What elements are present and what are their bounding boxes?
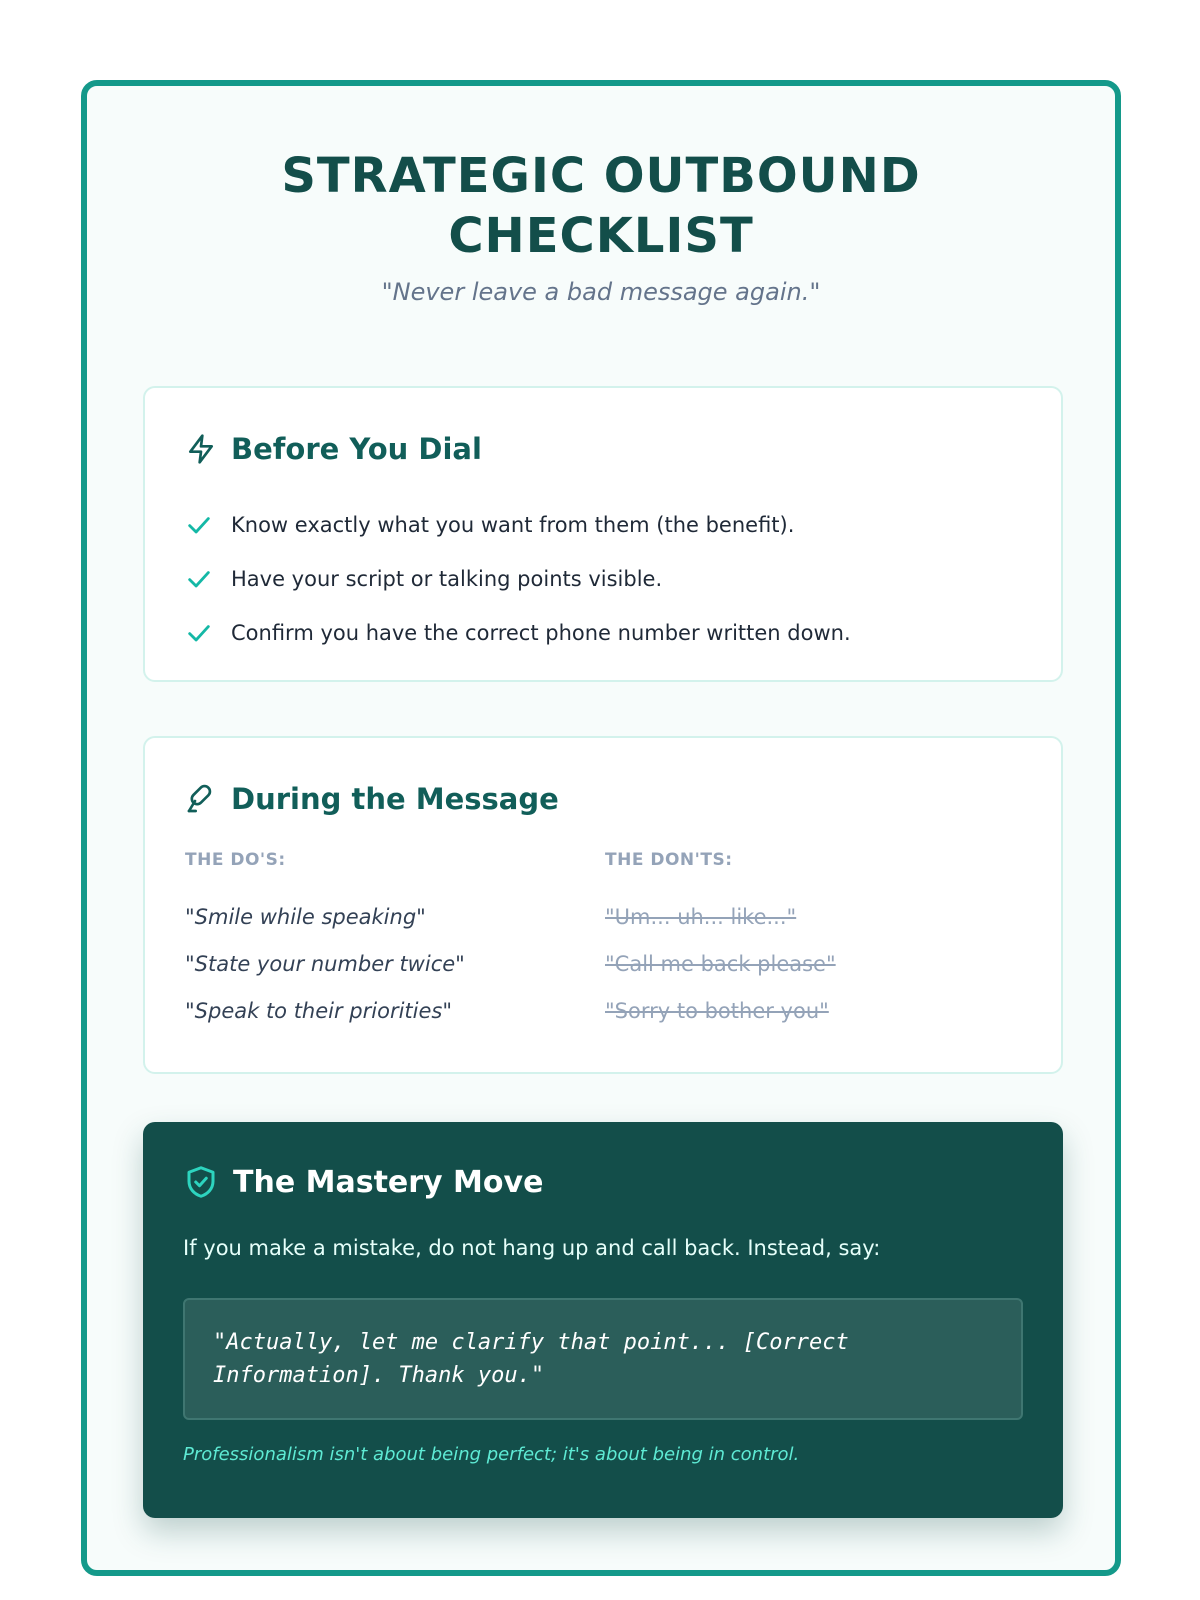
do-item: "Smile while speaking": [185, 905, 426, 929]
list-item: [185, 606, 851, 660]
donts-column: [605, 850, 1025, 1035]
dont-item: "Call me back please": [605, 952, 836, 976]
during-message-heading: [185, 782, 559, 816]
mastery-move-panel: [143, 1122, 1063, 1518]
checkmark-icon: [185, 511, 213, 539]
dont-item: "Um... uh... like...": [605, 905, 797, 929]
list-item-text: Have your script or talking points visible.: [231, 567, 663, 591]
list-item-text: Know exactly what you want from them (the benefit).: [231, 513, 795, 537]
page-subtitle: "Never leave a bad message again.": [381, 278, 821, 306]
mastery-intro-text: If you make a mistake, do not hang up and call back. Instead, say:: [183, 1236, 881, 1260]
list-item: [185, 498, 851, 552]
do-item: "Speak to their priorities": [185, 999, 453, 1023]
during-message-title: During the Message: [231, 782, 559, 816]
shield-check-icon: [183, 1164, 219, 1200]
page-title-line-2: CHECKLIST: [448, 208, 754, 264]
mastery-move-heading: [183, 1164, 543, 1200]
checkmark-icon: [185, 565, 213, 593]
before-you-dial-title: Before You Dial: [231, 432, 482, 466]
checklist-card: [81, 80, 1121, 1576]
mastery-move-title: The Mastery Move: [233, 1164, 544, 1200]
dos-label: THE DO'S:: [185, 850, 286, 870]
mastery-footer-note: Professionalism isn't about being perfect; it's about being in control.: [183, 1444, 800, 1465]
before-you-dial-list: [185, 498, 851, 660]
dos-column: [185, 850, 605, 1035]
checkmark-icon: [185, 619, 213, 647]
before-you-dial-heading: [185, 432, 482, 466]
page-title-line-1: STRATEGIC OUTBOUND: [281, 148, 921, 204]
dos-donts-columns: [185, 850, 1025, 1035]
dont-item: "Sorry to bother you": [605, 999, 829, 1023]
during-message-panel: [143, 736, 1063, 1074]
microphone-icon: [185, 783, 217, 815]
do-item: "State your number twice": [185, 952, 465, 976]
lightning-bolt-icon: [185, 433, 217, 465]
donts-label: THE DON'TS:: [605, 850, 733, 870]
script-quote-box: "Actually, let me clarify that point... [Correct Information]. Thank you.": [183, 1298, 1023, 1420]
list-item: [185, 552, 851, 606]
before-you-dial-panel: [143, 386, 1063, 682]
list-item-text: Confirm you have the correct phone number written down.: [231, 621, 851, 645]
page-title: [87, 146, 1115, 266]
